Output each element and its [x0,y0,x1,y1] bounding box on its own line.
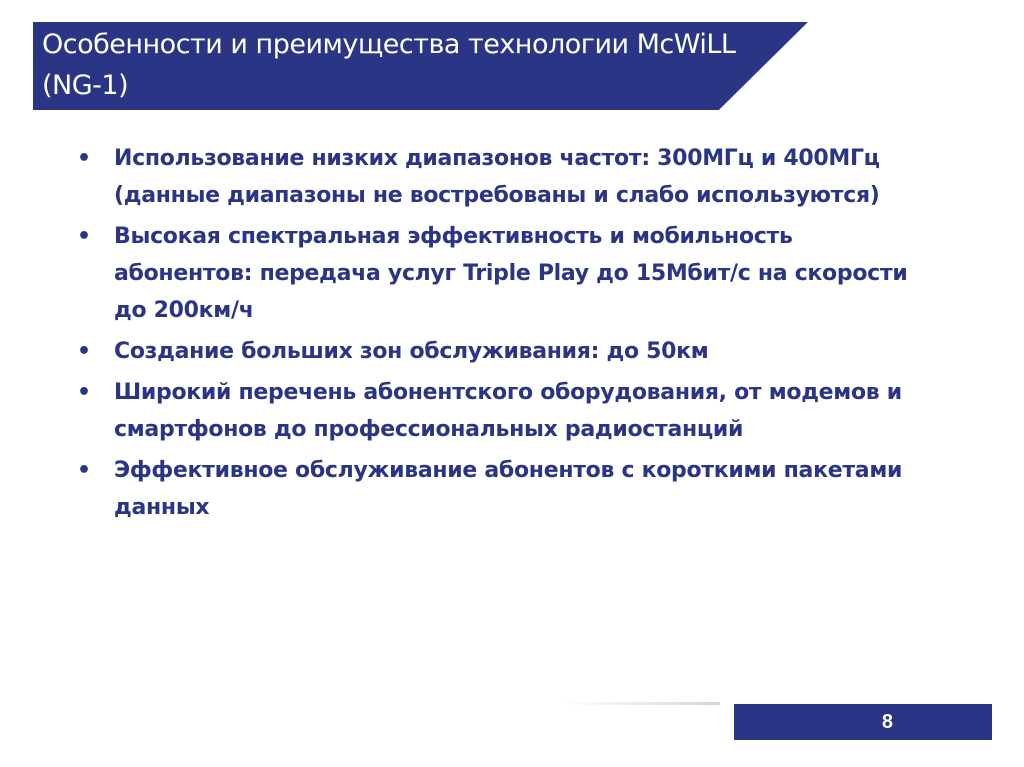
bullet-text: Эффективное обслуживание абонентов с короткими пакетами данных [114,458,903,520]
bullet-text: Высокая спектральная эффективность и мобильность абонентов: передача услуг Triple Play до 15Мбит/с на скорости до 200км/ч [114,224,908,323]
footer-divider [560,702,720,705]
bullet-dot-icon: • [77,458,91,483]
bullet-item [72,374,912,448]
slide-title: Особенности и преимущества технологии McWiLL (NG-1) [42,29,736,101]
bullet-dot-icon: • [77,380,91,405]
bullet-item [72,452,912,526]
bullet-dot-icon: • [77,339,91,364]
bullet-dot-icon: • [77,224,91,249]
bullet-item [72,218,912,329]
bullet-dot-icon: • [77,146,91,171]
bullet-item [72,333,912,370]
bullet-text: Широкий перечень абонентского оборудования, от модемов и смартфонов до профессиональных радиостанций [114,380,902,442]
bullet-list [72,140,912,530]
bullet-item [72,140,912,214]
footer-bar [734,704,992,740]
bullet-text: Создание больших зон обслуживания: до 50км [114,339,709,364]
page-number: 8 [881,711,893,733]
bullet-text: Использование низких диапазонов частот: 300МГц и 400МГц (данные диапазоны не востребованы и слабо используются) [114,146,880,208]
